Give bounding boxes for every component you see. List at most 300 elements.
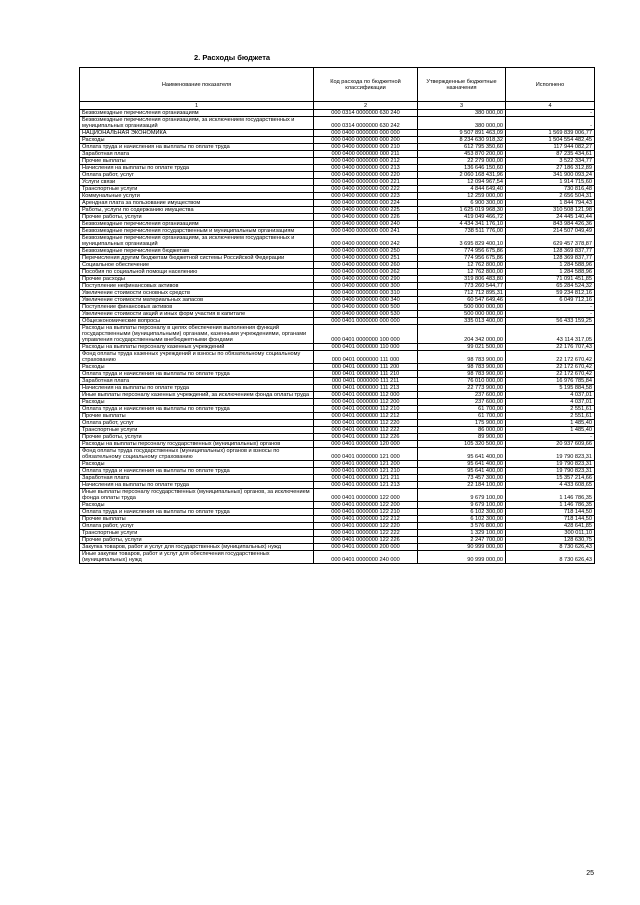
row-approved-amount: 2 060 168 431,96 <box>418 171 506 178</box>
row-indicator-name: Расходы <box>80 363 314 370</box>
row-classification-code: 000 0401 0000000 121 210 <box>314 467 418 474</box>
table-row <box>80 474 595 481</box>
row-approved-amount: 612 795 350,60 <box>418 143 506 150</box>
row-indicator-name: Социальное обеспечение <box>80 261 314 268</box>
row-executed-amount: 1 485,40 <box>506 426 595 433</box>
row-indicator-name: Безвозмездные перечисления организациям <box>80 220 314 227</box>
row-indicator-name: Расходы <box>80 501 314 508</box>
row-indicator-name: Начисления на выплаты по оплате труда <box>80 384 314 391</box>
header-row <box>80 68 595 102</box>
row-executed-amount: 71 091 451,85 <box>506 275 595 282</box>
row-approved-amount: 500 000 000,00 <box>418 310 506 317</box>
row-executed-amount: 843 984 426,36 <box>506 220 595 227</box>
row-executed-amount: 27 186 312,89 <box>506 164 595 171</box>
row-classification-code: 000 0400 0000000 000 221 <box>314 178 418 185</box>
table-row <box>80 310 595 317</box>
table-row <box>80 481 595 488</box>
row-classification-code: 000 0400 0000000 000 500 <box>314 303 418 310</box>
row-classification-code: 000 0401 0000000 111 210 <box>314 370 418 377</box>
row-classification-code: 000 0401 0000000 122 210 <box>314 508 418 515</box>
table-row <box>80 324 595 343</box>
row-indicator-name: Безвозмездные перечисления организациям <box>80 109 314 116</box>
row-executed-amount: - <box>506 310 595 317</box>
row-executed-amount: 8 730 626,43 <box>506 543 595 550</box>
table-row <box>80 268 595 275</box>
row-executed-amount: 718 144,50 <box>506 508 595 515</box>
table-row <box>80 317 595 324</box>
row-executed-amount: 1 844 794,43 <box>506 199 595 206</box>
row-classification-code: 000 0400 0000000 000 210 <box>314 143 418 150</box>
row-classification-code: 000 0401 0000000 112 200 <box>314 398 418 405</box>
page-number: 25 <box>586 870 594 877</box>
row-classification-code: 000 0401 0000000 122 000 <box>314 488 418 501</box>
row-approved-amount: 12 762 800,00 <box>418 268 506 275</box>
header-classification-code: Код расхода по бюджетной классификации <box>314 68 418 102</box>
row-classification-code: 000 0400 0000000 000 260 <box>314 261 418 268</box>
row-indicator-name: Работы, услуги по содержанию имущества <box>80 206 314 213</box>
row-classification-code: 000 0400 0000000 000 310 <box>314 289 418 296</box>
table-row <box>80 289 595 296</box>
row-executed-amount: 20 937 609,66 <box>506 440 595 447</box>
table-row <box>80 433 595 440</box>
row-indicator-name: Прочие работы, услуги <box>80 433 314 440</box>
row-approved-amount: 86 000,00 <box>418 426 506 433</box>
column-number-row <box>80 102 595 110</box>
column-number: 2 <box>314 102 418 110</box>
row-classification-code: 000 0401 0000000 122 220 <box>314 522 418 529</box>
row-executed-amount: 2 656 504,31 <box>506 192 595 199</box>
row-classification-code: 000 0400 0000000 000 530 <box>314 310 418 317</box>
row-classification-code: 000 0401 0000000 111 213 <box>314 384 418 391</box>
row-executed-amount: 16 976 785,84 <box>506 377 595 384</box>
row-executed-amount: 19 790 823,31 <box>506 460 595 467</box>
row-executed-amount: 1 146 786,35 <box>506 488 595 501</box>
row-approved-amount: 738 511 776,00 <box>418 227 506 234</box>
row-approved-amount: 60 547 649,46 <box>418 296 506 303</box>
row-classification-code: 000 0401 0000000 112 000 <box>314 391 418 398</box>
row-approved-amount: 98 783 900,00 <box>418 370 506 377</box>
row-executed-amount: 214 507 049,49 <box>506 227 595 234</box>
row-executed-amount: 341 900 093,24 <box>506 171 595 178</box>
row-approved-amount: 136 646 150,60 <box>418 164 506 171</box>
row-classification-code: 000 0400 0000000 000 224 <box>314 199 418 206</box>
table-row <box>80 282 595 289</box>
row-executed-amount: 1 146 786,35 <box>506 501 595 508</box>
table-row <box>80 550 595 563</box>
row-approved-amount: 3 576 800,00 <box>418 522 506 529</box>
row-executed-amount: 3 522 334,77 <box>506 157 595 164</box>
row-indicator-name: Безвозмездные перечисления бюджетам <box>80 247 314 254</box>
row-executed-amount: 629 457 378,87 <box>506 234 595 247</box>
page-title: 2. Расходы бюджета <box>194 53 271 62</box>
row-classification-code: 000 0401 0000000 122 222 <box>314 529 418 536</box>
row-executed-amount: - <box>506 109 595 116</box>
row-indicator-name: НАЦИОНАЛЬНАЯ ЭКОНОМИКА <box>80 129 314 136</box>
row-executed-amount: 59 234 812,16 <box>506 289 595 296</box>
table-row <box>80 129 595 136</box>
row-indicator-name: Расходы на выплаты персоналу казенных учреждений <box>80 343 314 350</box>
row-approved-amount: 9 507 891 463,09 <box>418 129 506 136</box>
row-approved-amount: 95 641 400,00 <box>418 467 506 474</box>
row-executed-amount: 1 284 588,96 <box>506 268 595 275</box>
row-classification-code: 000 0401 0000000 200 000 <box>314 543 418 550</box>
row-indicator-name: Прочие выплаты <box>80 157 314 164</box>
table-row <box>80 150 595 157</box>
row-classification-code: 000 0401 0000000 112 210 <box>314 405 418 412</box>
column-number: 1 <box>80 102 314 110</box>
row-executed-amount: 87 235 434,61 <box>506 150 595 157</box>
row-approved-amount: 12 259 000,00 <box>418 192 506 199</box>
row-classification-code: 000 0400 0000000 000 242 <box>314 234 418 247</box>
row-approved-amount: 774 956 675,86 <box>418 254 506 261</box>
table-row <box>80 136 595 143</box>
table-row <box>80 116 595 129</box>
row-indicator-name: Расходы на выплаты персоналу в целях обеспечения выполнения функций государственными (муниципальными) органами, казенными учреждениями, органами управления государственными внебюджетными фондами <box>80 324 314 343</box>
row-classification-code: 000 0401 0000000 121 000 <box>314 447 418 460</box>
row-approved-amount: 453 870 200,00 <box>418 150 506 157</box>
row-approved-amount: 105 320 500,00 <box>418 440 506 447</box>
table-row <box>80 391 595 398</box>
table-row <box>80 529 595 536</box>
row-indicator-name: Оплата работ, услуг <box>80 522 314 529</box>
table-row <box>80 405 595 412</box>
table-row <box>80 501 595 508</box>
row-executed-amount: 1 914 715,60 <box>506 178 595 185</box>
row-indicator-name: Безвозмездные перечисления организациям, за исключением государственных и муниципальных организаций <box>80 234 314 247</box>
row-approved-amount: 4 844 649,40 <box>418 185 506 192</box>
row-approved-amount: 95 641 400,00 <box>418 447 506 460</box>
row-indicator-name: Оплата труда и начисления на выплаты по оплате труда <box>80 370 314 377</box>
row-approved-amount: 61 700,00 <box>418 412 506 419</box>
row-indicator-name: Иные закупки товаров, работ и услуг для обеспечения государственных (муниципальных) нужд <box>80 550 314 563</box>
row-approved-amount: 99 021 500,00 <box>418 343 506 350</box>
table-row <box>80 206 595 213</box>
row-indicator-name: Оплата труда и начисления на выплаты по оплате труда <box>80 405 314 412</box>
row-classification-code: 000 0401 0000000 112 226 <box>314 433 418 440</box>
row-indicator-name: Иные выплаты персоналу казенных учреждений, за исключением фонда оплаты труда <box>80 391 314 398</box>
row-classification-code: 000 0401 0000000 121 200 <box>314 460 418 467</box>
column-number: 4 <box>506 102 595 110</box>
row-executed-amount: 117 944 082,27 <box>506 143 595 150</box>
row-executed-amount: 22 172 670,42 <box>506 363 595 370</box>
row-approved-amount: 204 342 000,00 <box>418 324 506 343</box>
row-approved-amount: 773 260 544,77 <box>418 282 506 289</box>
row-indicator-name: Оплата работ, услуг <box>80 171 314 178</box>
table-row <box>80 447 595 460</box>
table-row <box>80 488 595 501</box>
row-approved-amount: 61 700,00 <box>418 405 506 412</box>
table-row <box>80 109 595 116</box>
header-indicator-name: Наименование показателя <box>80 68 314 102</box>
table-row <box>80 261 595 268</box>
row-classification-code: 000 0400 0000000 000 240 <box>314 220 418 227</box>
row-approved-amount: 380 000,00 <box>418 116 506 129</box>
row-executed-amount: 128 630,75 <box>506 536 595 543</box>
row-classification-code: 000 0400 0000000 000 262 <box>314 268 418 275</box>
row-executed-amount: 2 551,61 <box>506 412 595 419</box>
table-row <box>80 143 595 150</box>
row-indicator-name: Увеличение стоимости материальных запасов <box>80 296 314 303</box>
row-executed-amount: 56 433 159,25 <box>506 317 595 324</box>
row-classification-code: 000 0400 0000000 000 340 <box>314 296 418 303</box>
row-classification-code: 000 0400 0000000 000 213 <box>314 164 418 171</box>
row-classification-code: 000 0401 0000000 112 212 <box>314 412 418 419</box>
row-executed-amount: - <box>506 433 595 440</box>
row-indicator-name: Прочие выплаты <box>80 515 314 522</box>
row-executed-amount: 22 176 707,43 <box>506 343 595 350</box>
row-classification-code: 000 0401 0000000 111 211 <box>314 377 418 384</box>
row-indicator-name: Оплата труда и начисления на выплаты по оплате труда <box>80 143 314 150</box>
table-row <box>80 343 595 350</box>
row-indicator-name: Общеэкономические вопросы <box>80 317 314 324</box>
table-row <box>80 213 595 220</box>
row-classification-code: 000 0401 0000000 122 226 <box>314 536 418 543</box>
table-row <box>80 508 595 515</box>
row-classification-code: 000 0401 0000000 111 000 <box>314 350 418 363</box>
row-indicator-name: Расходы <box>80 460 314 467</box>
table-row <box>80 303 595 310</box>
row-classification-code: 000 0401 0000000 121 213 <box>314 481 418 488</box>
row-approved-amount: 9 679 100,00 <box>418 488 506 501</box>
row-classification-code: 000 0401 0000000 100 000 <box>314 324 418 343</box>
table-row <box>80 377 595 384</box>
row-approved-amount: 22 279 000,00 <box>418 157 506 164</box>
row-executed-amount: 300 011,10 <box>506 529 595 536</box>
row-approved-amount: 6 900 300,00 <box>418 199 506 206</box>
row-indicator-name: Арендная плата за пользование имуществом <box>80 199 314 206</box>
table-row <box>80 412 595 419</box>
row-indicator-name: Прочие выплаты <box>80 412 314 419</box>
table-row <box>80 426 595 433</box>
row-classification-code: 000 0400 0000000 000 000 <box>314 129 418 136</box>
row-approved-amount: 237 600,00 <box>418 391 506 398</box>
row-approved-amount: 9 679 100,00 <box>418 501 506 508</box>
row-executed-amount: 428 641,85 <box>506 522 595 529</box>
table-row <box>80 192 595 199</box>
row-classification-code: 000 0401 0000000 000 000 <box>314 317 418 324</box>
row-indicator-name: Заработная плата <box>80 377 314 384</box>
row-indicator-name: Транспортные услуги <box>80 529 314 536</box>
row-classification-code: 000 0401 0000000 110 000 <box>314 343 418 350</box>
row-indicator-name: Транспортные услуги <box>80 426 314 433</box>
row-classification-code: 000 0401 0000000 112 220 <box>314 419 418 426</box>
header-executed-amount: Исполнено <box>506 68 595 102</box>
row-classification-code: 000 0400 0000000 000 251 <box>314 254 418 261</box>
row-approved-amount: 175 900,00 <box>418 419 506 426</box>
row-executed-amount: 22 172 670,42 <box>506 370 595 377</box>
row-executed-amount: 1 284 588,96 <box>506 261 595 268</box>
table-row <box>80 384 595 391</box>
table-row <box>80 536 595 543</box>
row-indicator-name: Поступление финансовых активов <box>80 303 314 310</box>
row-executed-amount: 1 504 554 482,45 <box>506 136 595 143</box>
row-approved-amount: 4 434 341 176,10 <box>418 220 506 227</box>
table-row <box>80 185 595 192</box>
row-approved-amount: 22 773 900,00 <box>418 384 506 391</box>
row-classification-code: 000 0400 0000000 000 250 <box>314 247 418 254</box>
row-classification-code: 000 0400 0000000 000 290 <box>314 275 418 282</box>
row-indicator-name: Расходы <box>80 136 314 143</box>
row-approved-amount: 6 102 300,00 <box>418 515 506 522</box>
row-indicator-name: Заработная плата <box>80 474 314 481</box>
row-indicator-name: Поступление нефинансовых активов <box>80 282 314 289</box>
row-approved-amount: 22 184 100,00 <box>418 481 506 488</box>
row-approved-amount: 12 762 800,00 <box>418 261 506 268</box>
row-approved-amount: 500 000 000,00 <box>418 303 506 310</box>
row-approved-amount: 6 102 300,00 <box>418 508 506 515</box>
row-approved-amount: 2 247 700,00 <box>418 536 506 543</box>
row-classification-code: 000 0400 0000000 000 212 <box>314 157 418 164</box>
table-row <box>80 460 595 467</box>
row-executed-amount: 1 569 839 006,77 <box>506 129 595 136</box>
row-approved-amount: 380 000,00 <box>418 109 506 116</box>
row-approved-amount: 335 013 400,00 <box>418 317 506 324</box>
row-classification-code: 000 0400 0000000 000 222 <box>314 185 418 192</box>
row-classification-code: 000 0401 0000000 121 211 <box>314 474 418 481</box>
row-approved-amount: 712 712 895,31 <box>418 289 506 296</box>
row-indicator-name: Перечисления другим бюджетам бюджетной системы Российской Федерации <box>80 254 314 261</box>
row-approved-amount: 1 329 100,00 <box>418 529 506 536</box>
row-executed-amount: 128 369 837,77 <box>506 254 595 261</box>
row-approved-amount: 89 900,00 <box>418 433 506 440</box>
row-indicator-name: Иные выплаты персоналу государственных (муниципальных) органов, за исключением фонда оплаты труда <box>80 488 314 501</box>
row-indicator-name: Пособия по социальной помощи населению <box>80 268 314 275</box>
row-indicator-name: Расходы <box>80 398 314 405</box>
row-executed-amount: 8 730 626,43 <box>506 550 595 563</box>
row-executed-amount: 310 508 121,98 <box>506 206 595 213</box>
table-row <box>80 522 595 529</box>
row-classification-code: 000 0401 0000000 111 200 <box>314 363 418 370</box>
row-classification-code: 000 0400 0000000 000 226 <box>314 213 418 220</box>
row-indicator-name: Безвозмездные перечисления государственным и муниципальным организациям <box>80 227 314 234</box>
expenses-table <box>79 67 595 564</box>
header-approved-amount: Утвержденные бюджетные назначения <box>418 68 506 102</box>
row-approved-amount: 95 641 400,00 <box>418 460 506 467</box>
row-classification-code: 000 0314 0000000 630 242 <box>314 116 418 129</box>
row-executed-amount: 65 284 524,32 <box>506 282 595 289</box>
row-approved-amount: 419 049 466,72 <box>418 213 506 220</box>
table-row <box>80 157 595 164</box>
row-approved-amount: 98 783 900,00 <box>418 363 506 370</box>
row-executed-amount: 19 790 823,31 <box>506 467 595 474</box>
row-executed-amount: 128 369 837,77 <box>506 247 595 254</box>
row-executed-amount: - <box>506 116 595 129</box>
row-indicator-name: Фонд оплаты труда казенных учреждений и взносы по обязательному социальному страхованию <box>80 350 314 363</box>
table-row <box>80 440 595 447</box>
table-row <box>80 543 595 550</box>
row-executed-amount: 15 357 214,66 <box>506 474 595 481</box>
table-row <box>80 296 595 303</box>
row-executed-amount: 4 037,01 <box>506 398 595 405</box>
row-classification-code: 000 0400 0000000 000 200 <box>314 136 418 143</box>
row-approved-amount: 76 010 000,00 <box>418 377 506 384</box>
row-indicator-name: Безвозмездные перечисления организациям, за исключением государственных и муниципальных организаций <box>80 116 314 129</box>
row-indicator-name: Начисления на выплаты по оплате труда <box>80 481 314 488</box>
table-row <box>80 467 595 474</box>
row-approved-amount: 774 956 675,86 <box>418 247 506 254</box>
row-executed-amount: 718 144,50 <box>506 515 595 522</box>
row-indicator-name: Коммунальные услуги <box>80 192 314 199</box>
row-indicator-name: Увеличение стоимости акций и иных форм участия в капитале <box>80 310 314 317</box>
row-indicator-name: Увеличение стоимости основных средств <box>80 289 314 296</box>
row-classification-code: 000 0400 0000000 000 225 <box>314 206 418 213</box>
row-executed-amount: 24 445 140,44 <box>506 213 595 220</box>
row-executed-amount: - <box>506 303 595 310</box>
row-indicator-name: Прочие расходы <box>80 275 314 282</box>
row-classification-code: 000 0400 0000000 000 211 <box>314 150 418 157</box>
row-indicator-name: Оплата работ, услуг <box>80 419 314 426</box>
table-row <box>80 247 595 254</box>
row-executed-amount: 2 551,61 <box>506 405 595 412</box>
table-row <box>80 370 595 377</box>
row-indicator-name: Закупка товаров, работ и услуг для государственных (муниципальных) нужд <box>80 543 314 550</box>
row-executed-amount: 4 433 608,65 <box>506 481 595 488</box>
table-row <box>80 398 595 405</box>
row-executed-amount: 22 172 670,42 <box>506 350 595 363</box>
row-classification-code: 000 0314 0000000 630 240 <box>314 109 418 116</box>
row-indicator-name: Заработная плата <box>80 150 314 157</box>
row-executed-amount: 4 037,01 <box>506 391 595 398</box>
table-row <box>80 419 595 426</box>
row-classification-code: 000 0400 0000000 000 300 <box>314 282 418 289</box>
row-executed-amount: 1 485,40 <box>506 419 595 426</box>
row-approved-amount: 1 625 019 968,30 <box>418 206 506 213</box>
table-row <box>80 220 595 227</box>
row-indicator-name: Прочие работы, услуги <box>80 213 314 220</box>
row-classification-code: 000 0401 0000000 120 000 <box>314 440 418 447</box>
row-executed-amount: 6 049 712,16 <box>506 296 595 303</box>
row-indicator-name: Расходы на выплаты персоналу государственных (муниципальных) органов <box>80 440 314 447</box>
table-row <box>80 227 595 234</box>
row-approved-amount: 90 999 000,00 <box>418 550 506 563</box>
row-executed-amount: 43 114 317,05 <box>506 324 595 343</box>
row-indicator-name: Начисления на выплаты по оплате труда <box>80 164 314 171</box>
table-row <box>80 254 595 261</box>
row-approved-amount: 98 783 900,00 <box>418 350 506 363</box>
table-row <box>80 363 595 370</box>
table-row <box>80 178 595 185</box>
row-executed-amount: 730 816,48 <box>506 185 595 192</box>
table-row <box>80 171 595 178</box>
row-approved-amount: 90 999 000,00 <box>418 543 506 550</box>
column-number: 3 <box>418 102 506 110</box>
table-row <box>80 515 595 522</box>
table-row <box>80 199 595 206</box>
table-row <box>80 164 595 171</box>
row-approved-amount: 3 695 829 400,10 <box>418 234 506 247</box>
row-indicator-name: Транспортные услуги <box>80 185 314 192</box>
row-classification-code: 000 0401 0000000 122 212 <box>314 515 418 522</box>
row-classification-code: 000 0400 0000000 000 220 <box>314 171 418 178</box>
row-indicator-name: Прочие работы, услуги <box>80 536 314 543</box>
row-indicator-name: Оплата труда и начисления на выплаты по оплате труда <box>80 467 314 474</box>
row-classification-code: 000 0400 0000000 000 223 <box>314 192 418 199</box>
row-executed-amount: 19 790 823,31 <box>506 447 595 460</box>
table-body <box>80 109 595 563</box>
row-executed-amount: 5 195 884,58 <box>506 384 595 391</box>
row-approved-amount: 237 600,00 <box>418 398 506 405</box>
row-approved-amount: 319 806 483,80 <box>418 275 506 282</box>
table-row <box>80 350 595 363</box>
row-indicator-name: Фонд оплаты труда государственных (муниципальных) органов и взносы по обязательному социальному страхованию <box>80 447 314 460</box>
table-row <box>80 275 595 282</box>
row-classification-code: 000 0401 0000000 240 000 <box>314 550 418 563</box>
row-approved-amount: 12 094 967,54 <box>418 178 506 185</box>
row-indicator-name: Услуги связи <box>80 178 314 185</box>
row-classification-code: 000 0401 0000000 112 222 <box>314 426 418 433</box>
row-classification-code: 000 0401 0000000 122 200 <box>314 501 418 508</box>
table-row <box>80 234 595 247</box>
